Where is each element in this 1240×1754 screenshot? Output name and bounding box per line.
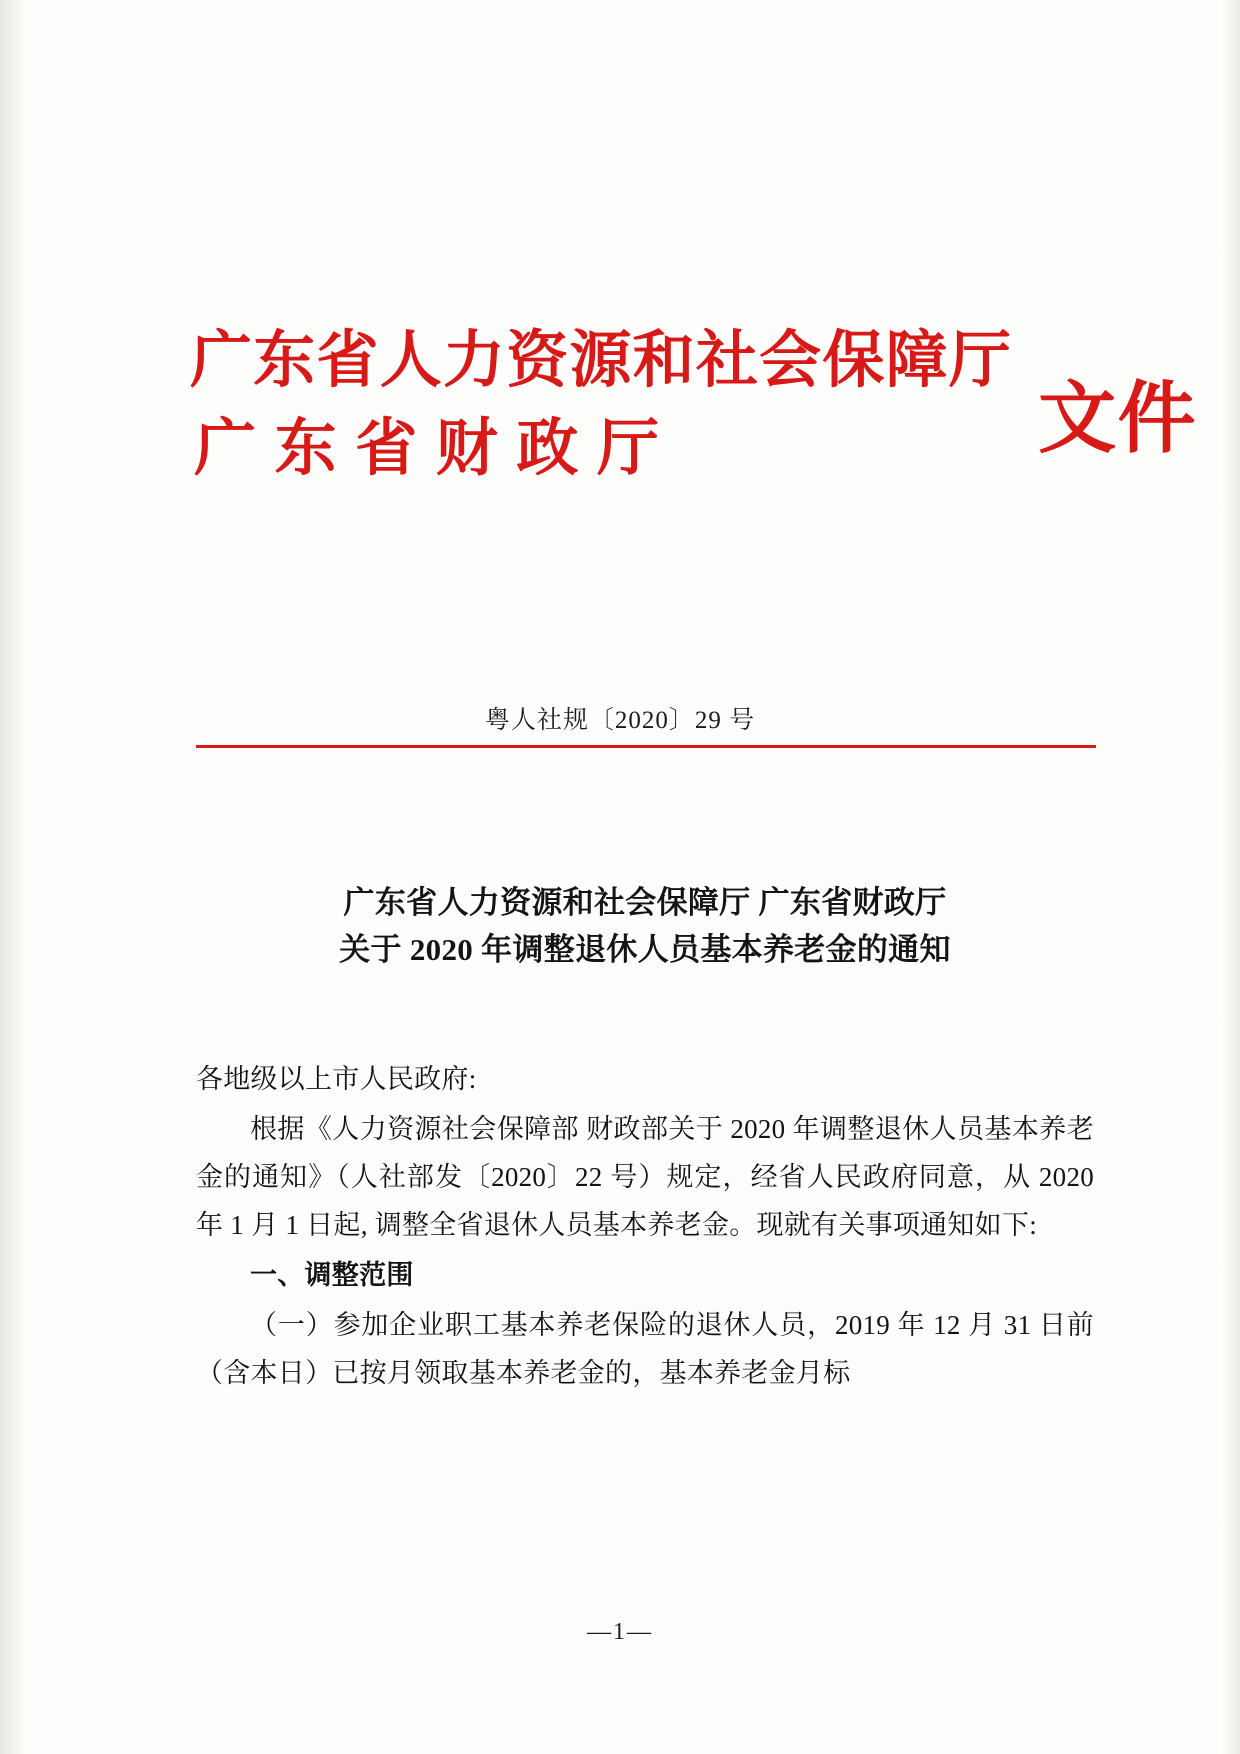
page-title — [180, 880, 1110, 973]
issuing-org-line-1: 广东省人力资源和社会保障厅 — [190, 327, 1013, 395]
section-paragraph: （一）参加企业职工基本养老保险的退休人员，2019 年 12 月 31 日前（含本日）已按月领取基本养老金的，基本养老金月标 — [196, 1310, 1094, 1389]
issuing-org-line-2: 广东省财政厅 — [194, 415, 678, 483]
red-divider-rule — [196, 745, 1096, 748]
page-number: —1— — [587, 1619, 653, 1645]
document-number: 粤人社规〔2020〕29 号 — [484, 707, 756, 734]
salutation: 各地级以上市人民政府: — [196, 1064, 477, 1094]
masthead — [190, 327, 1198, 483]
body-paragraph: 根据《人力资源社会保障部 财政部关于 2020 年调整退休人员基本养老金的通知》（人社部发〔2020〕22 号）规定，经省人民政府同意，从 2020 年 1 月 1 日起, 调整全省退休人员基本养老金。现就有关事项通知如下: — [196, 1114, 1094, 1241]
document-word-label: 文件 — [1038, 375, 1198, 462]
document-body — [196, 1055, 1094, 1399]
page-title-line-2: 关于 2020 年调整退休人员基本养老金的通知 — [339, 931, 951, 967]
section-heading: 一、调整范围 — [250, 1260, 414, 1291]
page-title-line-1: 广东省人力资源和社会保障厅 广东省财政厅 — [343, 885, 947, 920]
masthead-rows — [190, 327, 1198, 483]
masthead-org-lines — [190, 327, 1013, 483]
